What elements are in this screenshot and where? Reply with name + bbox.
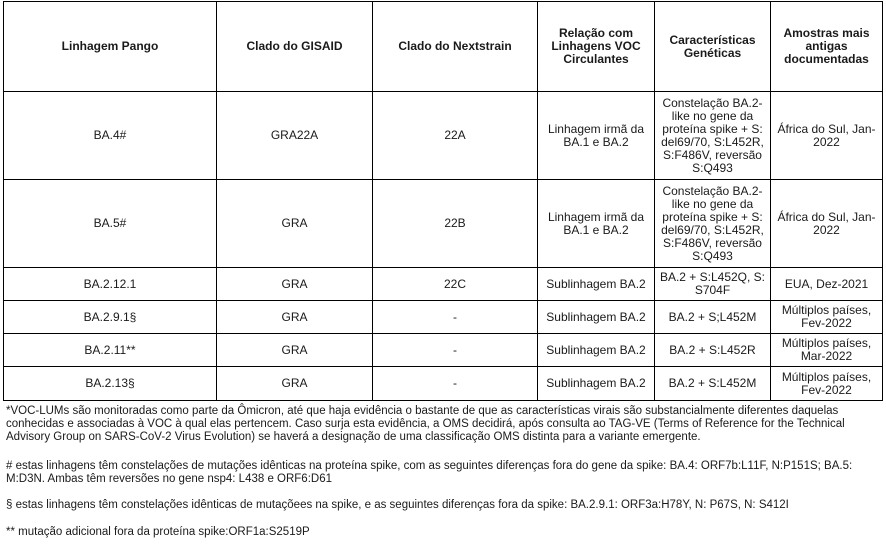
table-row [4,268,883,301]
cell-pango: BA.4# [4,92,217,180]
cell-genetics: Constelação BA.2-like no gene da proteína spike + S: del69/70, S:L452R, S:F486V, reversão S:Q493 [655,92,771,180]
table-row [4,92,883,180]
cell-pango: BA.5# [4,180,217,268]
table-row [4,301,883,334]
cell-gisaid: GRA [217,180,373,268]
cell-samples: EUA, Dez-2021 [771,268,883,301]
cell-gisaid: GRA [217,367,373,401]
table-header-row [4,2,883,92]
cell-relation: Sublinhagem BA.2 [538,268,655,301]
header-pango-lineage: Linhagem Pango [4,2,217,92]
cell-nextstrain: - [373,367,538,401]
footnote-double-star: ** mutação adicional fora da proteína spike:ORF1a:S2519P [6,526,310,538]
cell-gisaid: GRA [217,268,373,301]
cell-nextstrain: 22C [373,268,538,301]
footnote-voc-lum: *VOC-LUMs são monitoradas como parte da Ômicron, até que haja evidência o bastante de que as características virais são substancialmente diferentes daquelas conhecidas e associadas à VOC à qual elas pertencem. Caso surja esta evidência, a OMS decidirá, após consulta ao TAG-VE (Terms of Reference for the Technical Advisory Group on SARS-CoV-2 Virus Evolution) se haverá a designação de uma classificação OMS distinta para a variante emergente. [6,405,845,443]
cell-pango: BA.2.12.1 [4,268,217,301]
header-earliest-samples: Amostras mais antigas documentadas [771,2,883,92]
header-gisaid-clade: Clado do GISAID [217,2,373,92]
cell-gisaid: GRA [217,301,373,334]
cell-samples: África do Sul, Jan-2022 [771,92,883,180]
header-nextstrain-clade: Clado do Nextstrain [373,2,538,92]
cell-genetics: BA.2 + S;L452M [655,301,771,334]
table-row [4,367,883,401]
lineages-table [3,1,883,401]
cell-nextstrain: - [373,301,538,334]
table-row [4,334,883,367]
cell-gisaid: GRA [217,334,373,367]
cell-nextstrain: - [373,334,538,367]
cell-samples: Múltiplos países, Fev-2022 [771,301,883,334]
cell-samples: Múltiplos países, Mar-2022 [771,334,883,367]
cell-genetics: BA.2 + S:L452M [655,367,771,401]
cell-genetics: BA.2 + S:L452Q, S: S704F [655,268,771,301]
cell-relation: Sublinhagem BA.2 [538,367,655,401]
cell-nextstrain: 22A [373,92,538,180]
table-row [4,180,883,268]
cell-relation: Sublinhagem BA.2 [538,301,655,334]
cell-gisaid: GRA22A [217,92,373,180]
cell-nextstrain: 22B [373,180,538,268]
cell-genetics: BA.2 + S:L452R [655,334,771,367]
cell-pango: BA.2.9.1§ [4,301,217,334]
footnote-section: § estas linhagens têm constelações idênticas de mutaçõees na spike, e as seguintes diferenças fora da spike: BA.2.9.1: ORF3a:H78Y, N: P67S, N: S412I [6,499,789,511]
cell-pango: BA.2.11** [4,334,217,367]
cell-samples: Múltiplos países, Fev-2022 [771,367,883,401]
cell-relation: Sublinhagem BA.2 [538,334,655,367]
header-voc-relation: Relação com Linhagens VOC Circulantes [538,2,655,92]
footnote-hash: # estas linhagens têm constelações de mutações idênticas na proteína spike, com as seguintes diferenças fora do gene da spike: BA.4: ORF7b:L11F, N:P151S; BA.5: M:D3N. Ambas têm reversões no gene nsp4: L438 e ORF6:D61 [6,460,853,485]
cell-relation: Linhagem irmã da BA.1 e BA.2 [538,180,655,268]
header-genetic-features: Características Genéticas [655,2,771,92]
cell-relation: Linhagem irmã da BA.1 e BA.2 [538,92,655,180]
cell-pango: BA.2.13§ [4,367,217,401]
cell-samples: África do Sul, Jan-2022 [771,180,883,268]
cell-genetics: Constelação BA.2-like no gene da proteína spike + S: del69/70, S:L452R, S:F486V, reversão S:Q493 [655,180,771,268]
